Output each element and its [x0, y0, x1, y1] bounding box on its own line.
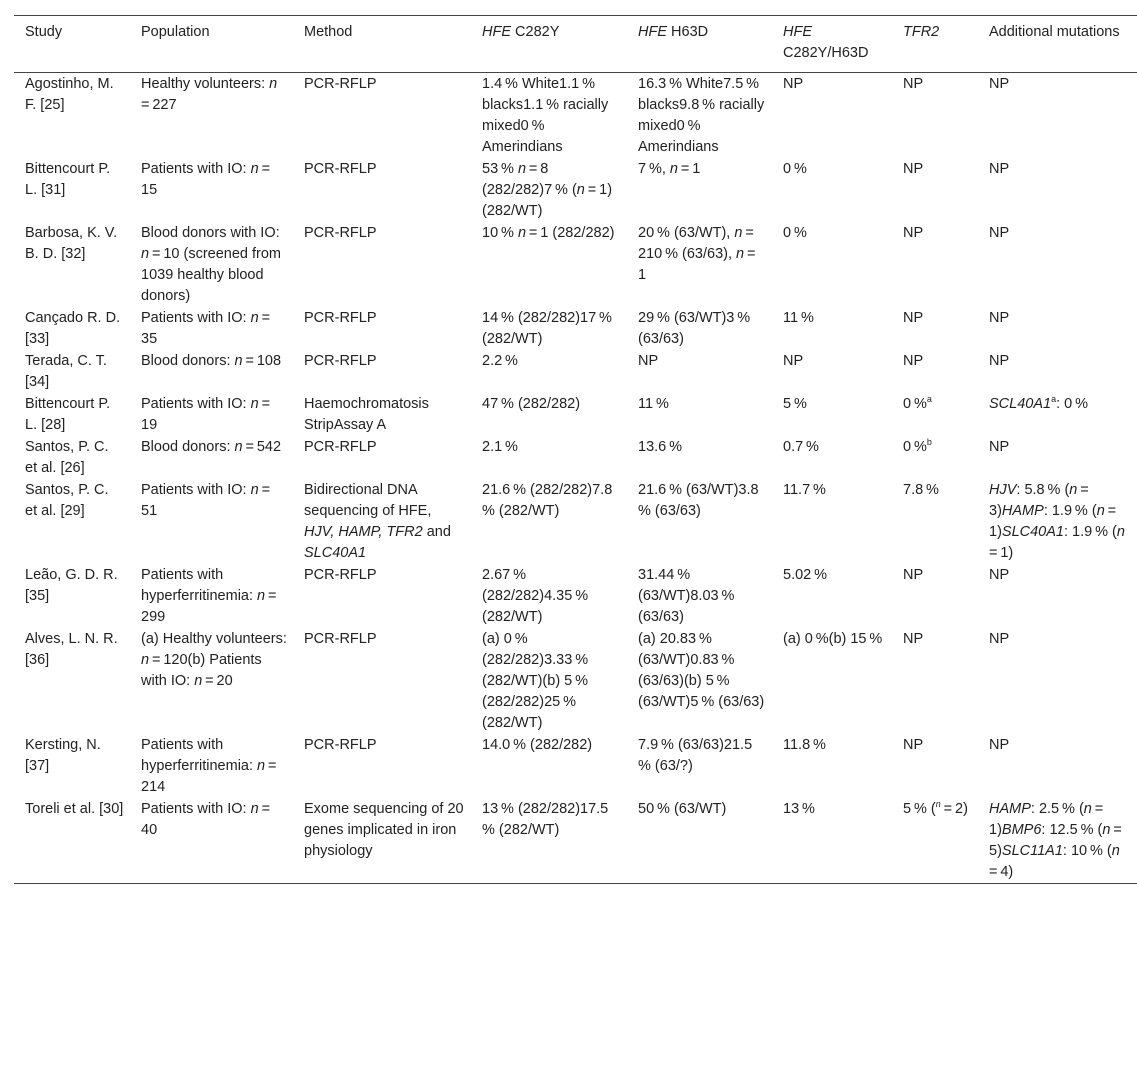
- cell-text-fragment: n: [141, 246, 150, 262]
- cell-text-fragment: NP: [903, 631, 924, 647]
- cell-text-fragment: n: [141, 652, 150, 668]
- cell-compound: (a) 0 %(b) 15 %: [783, 631, 883, 647]
- cell-text-fragment: NP: [903, 310, 924, 326]
- cell-text-fragment: 10 %: [482, 225, 518, 241]
- table-row: [14, 222, 1137, 307]
- cell-h63d: 16.3 % White7.5 % blacks9.8 % racially mixed0 % Amerindians: [638, 76, 765, 155]
- cell-text-fragment: PCR-RFLP: [304, 353, 377, 369]
- cell-text-fragment: n: [194, 673, 203, 689]
- cell-tfr2: [892, 628, 978, 734]
- cell-text-fragment: = 2): [940, 801, 968, 817]
- mutation-frequency-table: [14, 15, 1137, 884]
- cell-text-fragment: Haemochromatosis StripAssay A: [304, 396, 429, 433]
- cell-study: Agostinho, M. F. [25]: [25, 76, 114, 113]
- cell-text-fragment: = 214: [141, 758, 280, 795]
- cell-text-fragment: PCR-RFLP: [304, 76, 377, 92]
- cell-text-fragment: n: [257, 588, 266, 604]
- cell-study: Santos, P. C. et al. [29]: [25, 482, 109, 519]
- cell-text-fragment: = 542: [242, 439, 282, 455]
- cell-tfr2: [892, 798, 978, 884]
- cell-text-fragment: n: [935, 799, 941, 810]
- cell-text-fragment: = 20: [202, 673, 233, 689]
- table-row: [14, 307, 1137, 350]
- cell-text-fragment: n: [269, 76, 278, 92]
- cell-h63d: (a) 20.83 % (63/WT)0.83 % (63/63)(b) 5 % (63/WT)5 % (63/63): [638, 631, 765, 710]
- cell-tfr2: [892, 436, 978, 479]
- cell-text-fragment: n: [734, 225, 743, 241]
- cell-population: [130, 350, 293, 393]
- cell-text-fragment: HJV, HAMP, TFR2: [304, 524, 423, 540]
- cell-text-fragment: Healthy volunteers:: [141, 76, 270, 92]
- header-hfe-h63d: HFE H63D: [638, 24, 709, 40]
- cell-text-fragment: HAMP: [989, 801, 1031, 817]
- cell-text-fragment: = 35: [141, 310, 273, 347]
- cell-c282y: 2.67 % (282/282)4.35 % (282/WT): [482, 567, 589, 625]
- header-study: Study: [25, 24, 63, 40]
- cell-method: [293, 564, 471, 628]
- cell-text-fragment: PCR-RFLP: [304, 631, 377, 647]
- cell-additional: [978, 73, 1137, 159]
- cell-text-fragment: NP: [989, 76, 1010, 92]
- cell-population: [130, 479, 293, 564]
- cell-method: [293, 479, 471, 564]
- cell-text-fragment: 5 % (: [903, 801, 936, 817]
- cell-text-fragment: n: [250, 801, 259, 817]
- cell-h63d: 29 % (63/WT)3 % (63/63): [638, 310, 751, 347]
- cell-study: Bittencourt P. L. [31]: [25, 161, 111, 198]
- cell-text-fragment: = 21: [638, 225, 757, 262]
- cell-text-fragment: NP: [989, 631, 1010, 647]
- cell-text-fragment: n: [250, 161, 259, 177]
- cell-population: [130, 798, 293, 884]
- cell-population: [130, 393, 293, 436]
- cell-text-fragment: NP: [903, 161, 924, 177]
- cell-text-fragment: NP: [903, 737, 924, 753]
- cell-text-fragment: 53 %: [482, 161, 518, 177]
- cell-text-fragment: Patients with IO:: [141, 161, 251, 177]
- cell-h63d: 13.6 %: [638, 439, 683, 455]
- cell-text-fragment: b: [926, 437, 932, 448]
- cell-compound: 0.7 %: [783, 439, 819, 455]
- cell-h63d: [627, 158, 772, 222]
- cell-text-fragment: Patients with hyperferritinemia:: [141, 737, 258, 774]
- cell-additional: [978, 158, 1137, 222]
- cell-text-fragment: NP: [989, 737, 1010, 753]
- cell-text-fragment: PCR-RFLP: [304, 161, 377, 177]
- cell-additional: [978, 798, 1137, 884]
- cell-compound: NP: [783, 76, 804, 92]
- cell-population: [130, 564, 293, 628]
- cell-text-fragment: = 299: [141, 588, 280, 625]
- cell-study: Bittencourt P. L. [28]: [25, 396, 111, 433]
- cell-compound: 5 %: [783, 396, 807, 412]
- cell-text-fragment: n: [1111, 843, 1120, 859]
- cell-method: [293, 222, 471, 307]
- cell-text-fragment: n: [257, 758, 266, 774]
- cell-compound: 11 %: [783, 310, 814, 326]
- cell-c282y: 14.0 % (282/282): [482, 737, 593, 753]
- cell-additional: [978, 222, 1137, 307]
- cell-text-fragment: : 5.8 % (: [1016, 482, 1070, 498]
- cell-population: [130, 734, 293, 798]
- table-row: [14, 564, 1137, 628]
- cell-h63d: NP: [638, 353, 659, 369]
- cell-c282y: 1.4 % White1.1 % blacks1.1 % racially mixed0 % Amerindians: [482, 76, 609, 155]
- cell-text-fragment: NP: [989, 353, 1010, 369]
- cell-text-fragment: n: [517, 225, 527, 241]
- cell-c282y: 2.1 %: [482, 439, 518, 455]
- cell-text-fragment: Blood donors:: [141, 439, 235, 455]
- cell-text-fragment: = 1): [989, 524, 1128, 561]
- cell-tfr2: [892, 307, 978, 350]
- cell-c282y: 14 % (282/282)17 % (282/WT): [482, 310, 612, 347]
- cell-text-fragment: Blood donors:: [141, 353, 235, 369]
- cell-text-fragment: n: [1083, 801, 1092, 817]
- cell-text-fragment: = 1): [989, 503, 1120, 540]
- cell-text-fragment: = 5): [989, 822, 1125, 859]
- table-row: [14, 479, 1137, 564]
- cell-text-fragment: n: [234, 439, 243, 455]
- cell-text-fragment: NP: [989, 310, 1010, 326]
- cell-text-fragment: Patients with IO:: [141, 482, 251, 498]
- cell-text-fragment: : 1.9 % (: [1063, 524, 1117, 540]
- cell-tfr2: [892, 479, 978, 564]
- cell-method: [293, 307, 471, 350]
- cell-text-fragment: = 108: [242, 353, 282, 369]
- cell-study: Santos, P. C. et al. [26]: [25, 439, 109, 476]
- cell-additional: [978, 393, 1137, 436]
- cell-text-fragment: n: [517, 161, 527, 177]
- cell-text-fragment: Patients with hyperferritinemia:: [141, 567, 258, 604]
- cell-text-fragment: = 227: [141, 76, 281, 113]
- cell-text-fragment: Blood donors with IO:: [141, 225, 280, 241]
- cell-study: Toreli et al. [30]: [25, 801, 124, 817]
- cell-method: [293, 350, 471, 393]
- cell-text-fragment: 7 %,: [638, 161, 670, 177]
- cell-text-fragment: = 1) (282/WT): [482, 182, 613, 219]
- cell-study: Cançado R. D. [33]: [25, 310, 121, 347]
- cell-tfr2: [892, 393, 978, 436]
- cell-compound: 11.8 %: [783, 737, 826, 753]
- table-row: [14, 734, 1137, 798]
- cell-text-fragment: n: [250, 310, 259, 326]
- table-row: [14, 73, 1137, 159]
- cell-population: [130, 222, 293, 307]
- cell-text-fragment: = 15: [141, 161, 273, 198]
- cell-text-fragment: : 10 % (: [1062, 843, 1112, 859]
- cell-text-fragment: and: [422, 524, 451, 540]
- cell-text-fragment: = 51: [141, 482, 273, 519]
- cell-text-fragment: SLC40A1: [1001, 524, 1064, 540]
- cell-text-fragment: n: [1096, 503, 1105, 519]
- cell-additional: [978, 628, 1137, 734]
- cell-population: [130, 158, 293, 222]
- cell-tfr2: [892, 158, 978, 222]
- table-row: [14, 158, 1137, 222]
- cell-text-fragment: Patients with IO:: [141, 801, 251, 817]
- cell-tfr2: [892, 564, 978, 628]
- table-header-row: [14, 16, 1137, 73]
- cell-text-fragment: NP: [989, 567, 1010, 583]
- header-method: Method: [304, 24, 353, 40]
- cell-text-fragment: = 8 (282/282)7 % (: [482, 161, 577, 198]
- cell-text-fragment: = 3): [989, 482, 1092, 519]
- table-row: [14, 798, 1137, 884]
- cell-h63d: 50 % (63/WT): [638, 801, 727, 817]
- cell-additional: [978, 436, 1137, 479]
- cell-population: [130, 73, 293, 159]
- cell-text-fragment: Patients with IO:: [141, 396, 251, 412]
- cell-text-fragment: = 120(b) Patients with IO:: [141, 652, 262, 689]
- table-row: [14, 350, 1137, 393]
- cell-text-fragment: SLC11A1: [1001, 843, 1063, 859]
- cell-text-fragment: PCR-RFLP: [304, 225, 377, 241]
- header-hfe-c282y: HFE C282Y: [482, 24, 560, 40]
- cell-text-fragment: NP: [989, 225, 1010, 241]
- cell-c282y: [471, 158, 627, 222]
- cell-tfr2: [892, 350, 978, 393]
- cell-additional: [978, 307, 1137, 350]
- cell-text-fragment: a: [926, 394, 932, 405]
- cell-text-fragment: Patients with IO:: [141, 310, 251, 326]
- cell-population: [130, 307, 293, 350]
- cell-h63d: 11 %: [638, 396, 669, 412]
- cell-text-fragment: n: [234, 353, 243, 369]
- cell-study: Kersting, N. [37]: [25, 737, 101, 774]
- table-row: [14, 628, 1137, 734]
- cell-text-fragment: HJV: [989, 482, 1017, 498]
- cell-text-fragment: : 2.5 % (: [1030, 801, 1084, 817]
- cell-text-fragment: = 19: [141, 396, 273, 433]
- cell-method: [293, 798, 471, 884]
- cell-text-fragment: n: [250, 482, 259, 498]
- cell-tfr2: [892, 734, 978, 798]
- cell-text-fragment: = 4): [989, 843, 1123, 880]
- cell-c282y: (a) 0 % (282/282)3.33 % (282/WT)(b) 5 % (282/282)25 % (282/WT): [482, 631, 589, 731]
- cell-text-fragment: : 12.5 % (: [1041, 822, 1103, 838]
- cell-study: Leão, G. D. R. [35]: [25, 567, 118, 604]
- cell-compound: 5.02 %: [783, 567, 828, 583]
- cell-text-fragment: 0 %: [903, 439, 927, 455]
- cell-h63d: [627, 222, 772, 307]
- cell-method: [293, 734, 471, 798]
- cell-text-fragment: NP: [989, 439, 1010, 455]
- cell-text-fragment: n: [1102, 822, 1111, 838]
- table-row: [14, 436, 1137, 479]
- header-tfr2: TFR2: [903, 24, 940, 40]
- cell-study: Terada, C. T. [34]: [25, 353, 107, 390]
- cell-text-fragment: = 1 (282/282): [526, 225, 615, 241]
- cell-additional: [978, 734, 1137, 798]
- cell-text-fragment: n: [250, 396, 259, 412]
- cell-text-fragment: PCR-RFLP: [304, 737, 377, 753]
- cell-text-fragment: PCR-RFLP: [304, 567, 377, 583]
- cell-text-fragment: n: [1069, 482, 1078, 498]
- cell-c282y: [471, 222, 627, 307]
- cell-population: [130, 436, 293, 479]
- cell-text-fragment: n: [669, 161, 678, 177]
- cell-compound: 11.7 %: [783, 482, 826, 498]
- cell-text-fragment: = 1: [638, 246, 759, 283]
- cell-method: [293, 73, 471, 159]
- cell-c282y: 21.6 % (282/282)7.8 % (282/WT): [482, 482, 616, 519]
- cell-study: Alves, L. N. R. [36]: [25, 631, 118, 668]
- cell-text-fragment: PCR-RFLP: [304, 439, 377, 455]
- cell-text-fragment: NP: [903, 76, 924, 92]
- header-population: Population: [141, 24, 210, 40]
- cell-text-fragment: n: [1116, 524, 1125, 540]
- cell-text-fragment: NP: [903, 225, 924, 241]
- cell-text-fragment: NP: [903, 353, 924, 369]
- cell-text-fragment: 20 % (63/WT),: [638, 225, 735, 241]
- cell-compound: 13 %: [783, 801, 815, 817]
- cell-text-fragment: n: [576, 182, 585, 198]
- cell-method: [293, 436, 471, 479]
- cell-additional: [978, 564, 1137, 628]
- cell-text-fragment: a: [1051, 394, 1057, 405]
- cell-method: [293, 393, 471, 436]
- cell-method: [293, 158, 471, 222]
- cell-text-fragment: NP: [989, 161, 1010, 177]
- table-row: [14, 393, 1137, 436]
- cell-h63d: 21.6 % (63/WT)3.8 % (63/63): [638, 482, 762, 519]
- cell-h63d: 31.44 % (63/WT)8.03 % (63/63): [638, 567, 735, 625]
- cell-text-fragment: HAMP: [1001, 503, 1044, 519]
- cell-text-fragment: = 1: [678, 161, 701, 177]
- cell-text-fragment: PCR-RFLP: [304, 310, 377, 326]
- cell-text-fragment: 0 %: [903, 396, 927, 412]
- cell-h63d: 7.9 % (63/63)21.5 % (63/?): [638, 737, 756, 774]
- cell-text-fragment: : 0 %: [1056, 396, 1089, 412]
- cell-text-fragment: Bidirectional DNA sequencing of HFE,: [304, 482, 432, 519]
- cell-text-fragment: SCL40A1: [989, 396, 1052, 412]
- cell-tfr2: [892, 222, 978, 307]
- cell-compound: NP: [783, 353, 804, 369]
- cell-text-fragment: n: [736, 246, 745, 262]
- cell-text-fragment: = 10 (screened from 1039 healthy blood donors): [141, 246, 282, 304]
- cell-study: Barbosa, K. V. B. D. [32]: [25, 225, 118, 262]
- cell-additional: [978, 350, 1137, 393]
- cell-c282y: 47 % (282/282): [482, 396, 581, 412]
- cell-text-fragment: = 40: [141, 801, 273, 838]
- cell-text-fragment: = 1): [989, 801, 1107, 838]
- cell-method: [293, 628, 471, 734]
- cell-text-fragment: Exome sequencing of 20 genes implicated in iron physiology: [304, 801, 464, 859]
- cell-text-fragment: 7.8 %: [903, 482, 939, 498]
- cell-text-fragment: NP: [903, 567, 924, 583]
- cell-c282y: 13 % (282/282)17.5 % (282/WT): [482, 801, 612, 838]
- cell-text-fragment: 0 % (63/63),: [654, 246, 737, 262]
- cell-population: [130, 628, 293, 734]
- cell-text-fragment: (a) Healthy volunteers:: [141, 631, 287, 647]
- cell-text-fragment: : 1.9 % (: [1043, 503, 1097, 519]
- cell-compound: 0 %: [783, 225, 807, 241]
- cell-text-fragment: BMP6: [1001, 822, 1042, 838]
- cell-compound: 0 %: [783, 161, 807, 177]
- cell-text-fragment: SLC40A1: [304, 545, 367, 561]
- cell-c282y: 2.2 %: [482, 353, 518, 369]
- header-additional-mutations: Additional mutations: [989, 24, 1120, 40]
- header-hfe-compound: HFE C282Y/H63D: [783, 24, 869, 61]
- cell-additional: [978, 479, 1137, 564]
- cell-tfr2: [892, 73, 978, 159]
